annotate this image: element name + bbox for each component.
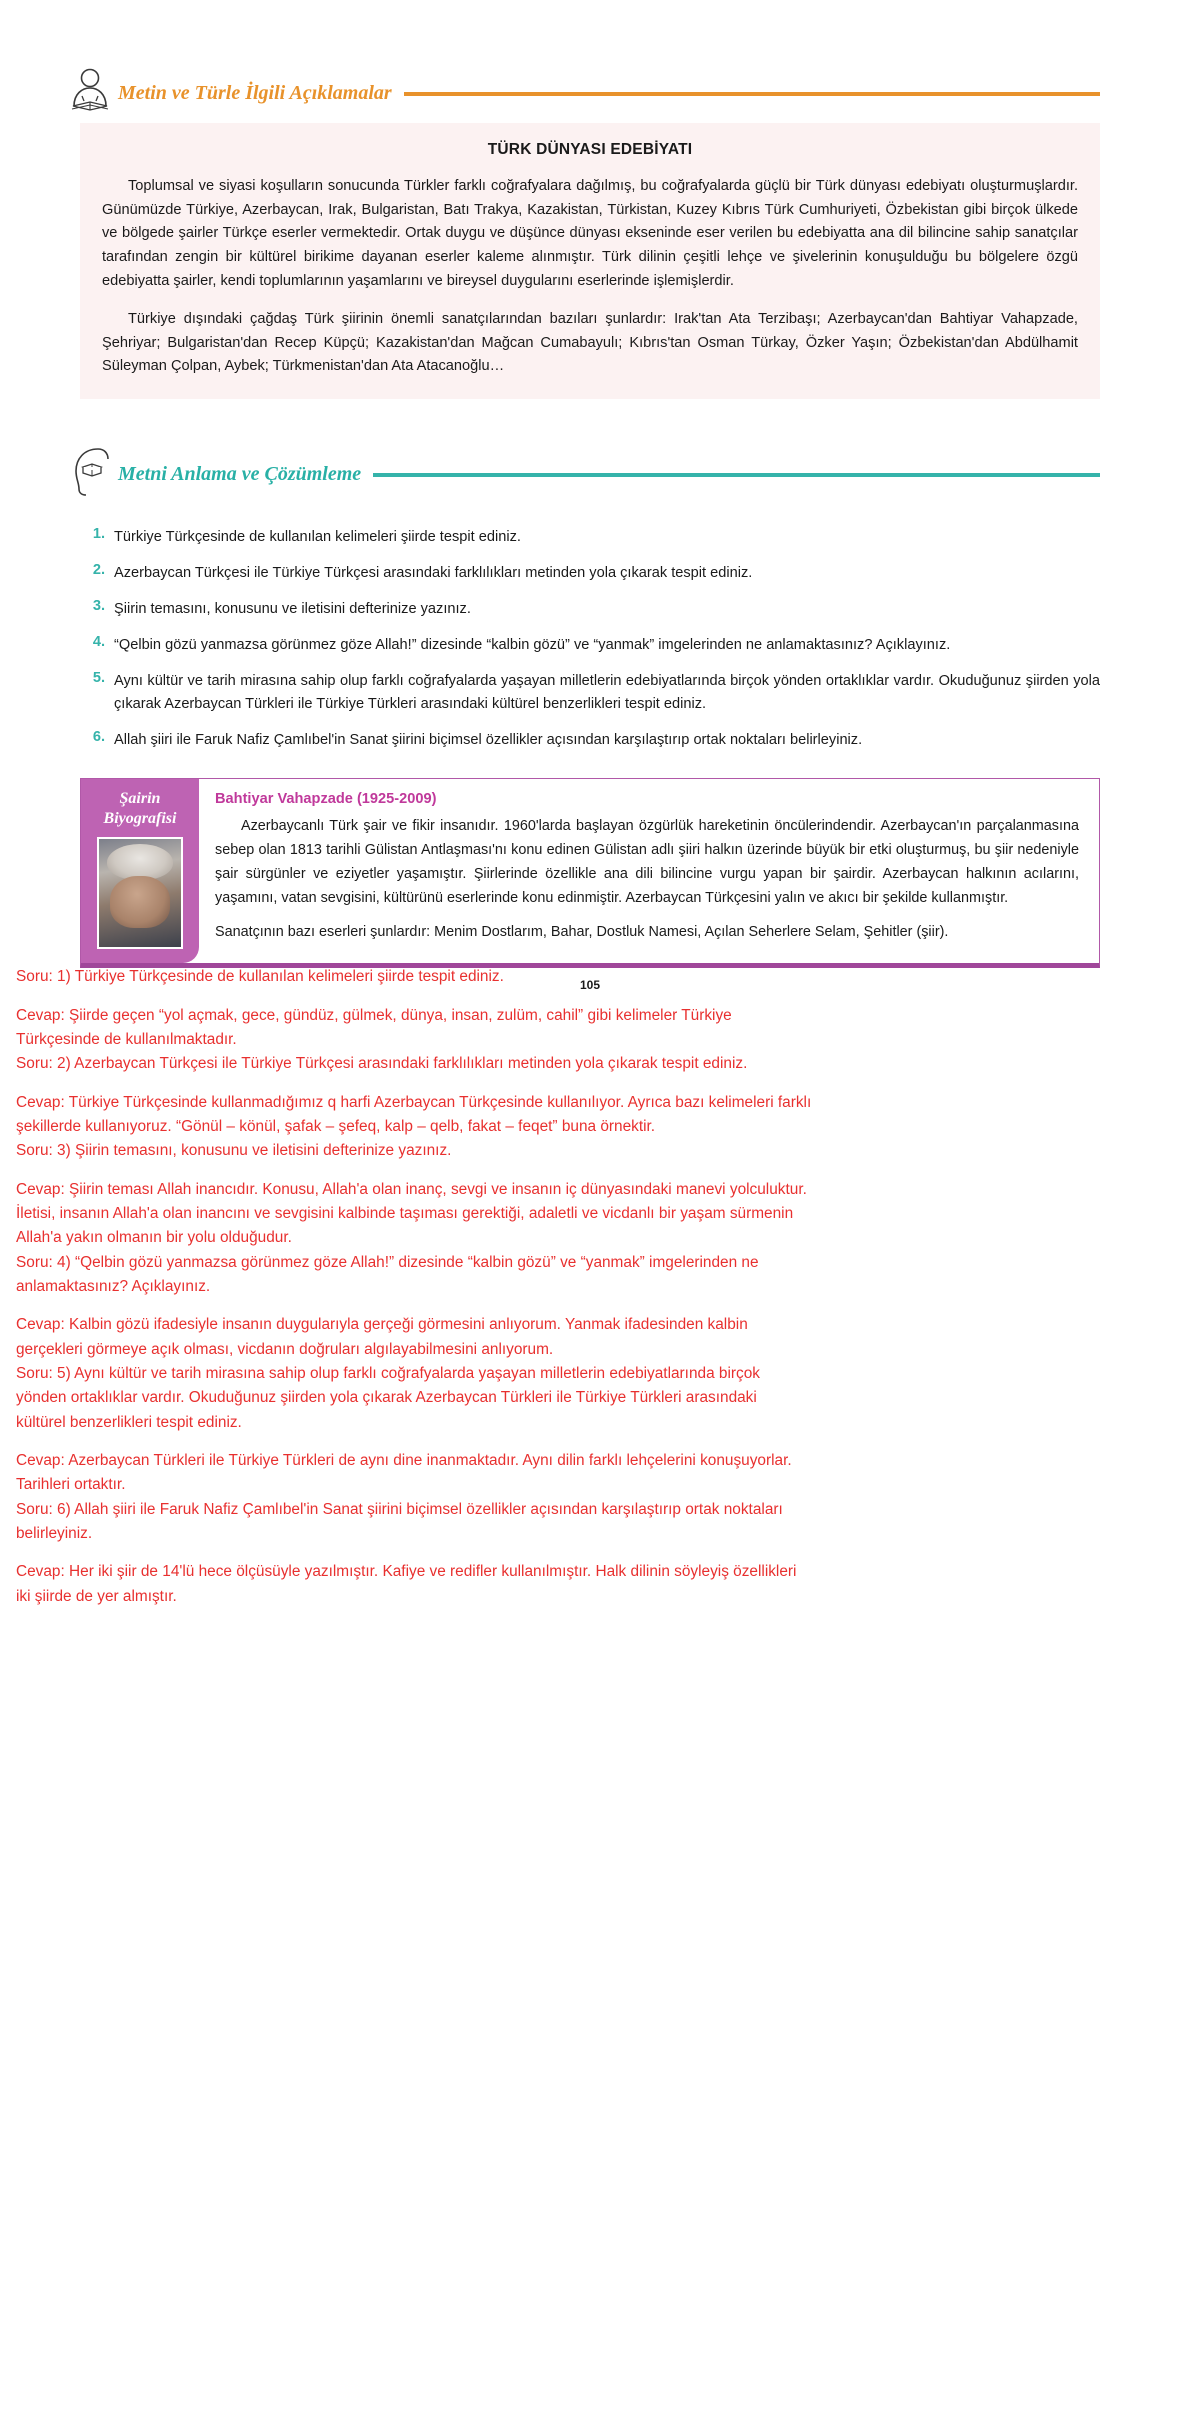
question-item (80, 562, 1100, 585)
question-number: 5. (92, 670, 105, 687)
answer-key-answer-line: Cevap: Şiirde geçen “yol açmak, gece, gündüz, gülmek, dünya, insan, zulüm, cahil” gibi kelimeler Türkiye (16, 1006, 732, 1024)
question-item (80, 634, 1100, 657)
biography-paragraph: Azerbaycanlı Türk şair ve fikir insanıdır. 1960'larda başlayan özgürlük hareketinin öncülerindendir. Azerbaycan'ın parçalanmasına sebep olan 1813 tarihli Gülistan Antlaşması'nı konu edinen Gülistan adlı şiiri halkın üzerinde büyük bir etki oluşturmuş, bu şiir nedeniyle şair sürgünler ve eziyetler yaşamıştır. Şiirlerinde özellikle ana dili bilincine vurgu yapan bir şairdir. Azerbaycan halkının acılarını, yaşamını, vatan sevgisini, kültürünü eserlerinde konu edinmiştir. Azerbaycan Türkçesini yalın ve akıcı bir şekilde kullanmıştır. (215, 818, 1079, 907)
section-title-comprehension: Metni Anlama ve Çözümleme (118, 463, 362, 486)
question-text: Aynı kültür ve tarih mirasına sahip olup farklı coğrafyalarda yaşayan milletlerin edebiyatlarında birçok yönden ortaklıklar vardır. Okuduğunuz şiirden yola çıkarak Azerbaycan Türkleri ile Türkiye Türkleri arasındaki kültürel benzerlikleri tespit ediniz. (114, 673, 1100, 713)
answer-key-answer-line: Türkçesinde de kullanılmaktadır. (16, 1031, 237, 1049)
answer-key-spacer (16, 1300, 1162, 1314)
section-header-comprehension (0, 445, 1180, 504)
answer-key-answer-line: Cevap: Her iki şiir de 14'lü hece ölçüsüyle yazılmıştır. Kafiye ve redifler kullanılmıştır. Halk dilinin söyleyiş özellikleri (16, 1563, 797, 1581)
answer-key-question-line: kültürel benzerlikleri tespit ediniz. (16, 1413, 242, 1431)
answer-key (16, 966, 1162, 1636)
answer-key-answer-line: İletisi, insanın Allah'a olan inancını ve sevgisini kalbinde taşıması gerektiği, adaletli ve vicdanlı bir yaşam sürmenin (16, 1205, 794, 1223)
panel-paragraph-1: Toplumsal ve siyasi koşulların sonucunda Türkler farklı coğrafyalara dağılmış, bu coğrafyalarda güçlü bir Türk dünyası edebiyatı oluşturmuşlardır. Günümüzde Türkiye, Azerbaycan, Irak, Bulgaristan, Batı Trakya, Kazakistan, Türkistan, Kuzey Kıbrıs Türk Cumhuriyeti, Özbekistan gibi birçok ülkede ve bölgede şairler Türkçe eserler vermektedir. Ortak duygu ve düşünce dünyası ekseninde eser verilen bu edebiyatta ana dil bilincine sahip sanatçılar tarafından zengin bir kültürel birikime dayanan eserler kaleme alınmıştır. Türk dilinin çeşitli lehçe ve şivelerinin konuşulduğu bu bölgelere özgü edebiyatta şairler, kendi toplumlarının yaşamlarını ve bireysel duygularını eserlerinde işlemişlerdir. (102, 178, 1078, 289)
poet-portrait-image (97, 837, 183, 949)
panel-title: TÜRK DÜNYASI EDEBİYATI (487, 141, 693, 158)
answer-key-question-line: Soru: 6) Allah şiiri ile Faruk Nafiz Çamlıbel'in Sanat şiirini biçimsel özellikler açısından karşılaştırıp ortak noktaları (16, 1500, 783, 1518)
question-number: 2. (92, 562, 105, 579)
answer-key-question-line: belirleyiniz. (16, 1525, 93, 1543)
answer-key-spacer (16, 991, 1162, 1005)
section-rule-teal (373, 473, 1100, 477)
answer-key-question-line: anlamaktasınız? Açıklayınız. (16, 1278, 211, 1296)
answer-key-answer-line: Cevap: Şiirin teması Allah inancıdır. Konusu, Allah'a olan inanç, sevgi ve insanın iç dünyasındaki manevi yolculuktur. (16, 1180, 807, 1198)
answer-key-answer-line: gerçekleri görmeye açık olması, vicdanın doğruları algılayabilmesini anlıyorum. (16, 1340, 554, 1358)
answer-key-answer-line: iki şiirde de yer almıştır. (16, 1587, 177, 1605)
biography-side-label-line1: Şairin (119, 790, 161, 808)
poet-name-heading: Bahtiyar Vahapzade (1925-2009) (215, 791, 437, 808)
page-number: 105 (579, 978, 601, 993)
question-text: Şiirin temasını, konusunu ve iletisini defterinize yazınız. (114, 601, 471, 618)
section-title-explanations: Metin ve Türle İlgili Açıklamalar (118, 82, 392, 104)
question-text: Allah şiiri ile Faruk Nafiz Çamlıbel'in Sanat şiirini biçimsel özellikler açısından karşılaştırıp ortak noktaları belirleyiniz. (114, 732, 863, 749)
question-item (80, 670, 1100, 716)
question-list (80, 526, 1100, 752)
answer-key-question-line: Soru: 4) “Qelbin gözü yanmazsa görünmez göze Allah!” dizesinde “kalbin gözü” ve “yanmak” imgelerinden ne (16, 1253, 759, 1271)
section-header-explanations (0, 68, 1180, 119)
answer-key-spacer (16, 1078, 1162, 1092)
answer-key-spacer (16, 1436, 1162, 1450)
reading-person-icon (68, 68, 112, 119)
answer-key-answer-line: Cevap: Azerbaycan Türkleri ile Türkiye Türkleri de aynı dine inanmaktadır. Aynı dilin farklı lehçelerini konuşuyorlar. (16, 1452, 792, 1470)
question-number: 4. (92, 634, 105, 651)
answer-key-answer-line: Cevap: Kalbin gözü ifadesiyle insanın duygularıyla gerçeği görmesini anlıyorum. Yanmak ifadesinden kalbin (16, 1316, 748, 1334)
head-with-book-icon (68, 445, 112, 504)
question-text: Azerbaycan Türkçesi ile Türkiye Türkçesi arasındaki farklılıkları metinden yola çıkarak tespit ediniz. (114, 565, 753, 582)
answer-key-answer-line: Allah'a yakın olmanın bir yolu olduğudur. (16, 1229, 292, 1247)
answer-key-spacer (16, 1547, 1162, 1561)
answer-key-question-line: Soru: 5) Aynı kültür ve tarih mirasına sahip olup farklı coğrafyalarda yaşayan milletlerin edebiyatlarında birçok (16, 1365, 760, 1383)
question-item (80, 598, 1100, 621)
answer-key-answer-line: şekillerde kullanıyoruz. “Gönül – könül, şafak – şefeq, kalp – qelb, fakat – feqet” buna örnektir. (16, 1118, 656, 1136)
answer-key-answer-line: Tarihleri ortaktır. (16, 1476, 126, 1494)
answer-key-spacer (16, 1165, 1162, 1179)
explanations-panel (80, 123, 1100, 399)
answer-key-question-line: yönden ortaklıklar vardır. Okuduğunuz şiirden yola çıkarak Azerbaycan Türkleri ile Türkiye Türkleri arasındaki (16, 1389, 757, 1407)
question-item (80, 526, 1100, 549)
question-text: Türkiye Türkçesinde de kullanılan kelimeleri şiirde tespit ediniz. (114, 529, 521, 546)
biography-side-label-line2: Biyografisi (103, 810, 177, 828)
question-item (80, 729, 1100, 752)
poet-biography-card (80, 778, 1100, 968)
answer-key-question-line: Soru: 2) Azerbaycan Türkçesi ile Türkiye Türkçesi arasındaki farklılıkları metinden yola çıkarak tespit ediniz. (16, 1055, 748, 1073)
panel-paragraph-2: Türkiye dışındaki çağdaş Türk şiirinin önemli sanatçılarından bazıları şunlardır: Irak'tan Ata Terzibaşı; Azerbaycan'dan Bahtiyar Vahapzade, Şehriyar; Bulgaristan'dan Recep Küpçü; Kazakistan'dan Mağcan Cumabayulı; Kıbrıs'tan Osman Türkay, Özker Yaşın; Özbekistan'dan Abdülhamit Süleyman Çolpan, Aybek; Türkmenistan'dan Ata Atacanoğlu… (102, 311, 1078, 375)
question-number: 3. (92, 598, 105, 615)
section-rule-orange (404, 92, 1100, 96)
question-number: 1. (92, 526, 105, 543)
biography-side-panel (81, 779, 199, 963)
biography-works: Sanatçının bazı eserleri şunlardır: Menim Dostlarım, Bahar, Dostluk Namesi, Açılan Seherlere Selam, Şehitler (şiir). (215, 924, 949, 941)
answer-key-question-line: Soru: 3) Şiirin temasını, konusunu ve iletisini defterinize yazınız. (16, 1142, 452, 1160)
answer-key-question-line: Soru: 1) Türkiye Türkçesinde de kullanılan kelimeleri şiirde tespit ediniz. (16, 968, 504, 986)
biography-body (199, 779, 1099, 963)
question-number: 6. (92, 729, 105, 746)
question-text: “Qelbin gözü yanmazsa görünmez göze Allah!” dizesinde “kalbin gözü” ve “yanmak” imgelerinden ne anlamaktasınız? Açıklayınız. (114, 637, 951, 654)
answer-key-answer-line: Cevap: Türkiye Türkçesinde kullanmadığımız q harfi Azerbaycan Türkçesinde kullanılıyor. Ayrıca bazı kelimeleri farklı (16, 1093, 812, 1111)
biography-side-label (89, 789, 191, 829)
